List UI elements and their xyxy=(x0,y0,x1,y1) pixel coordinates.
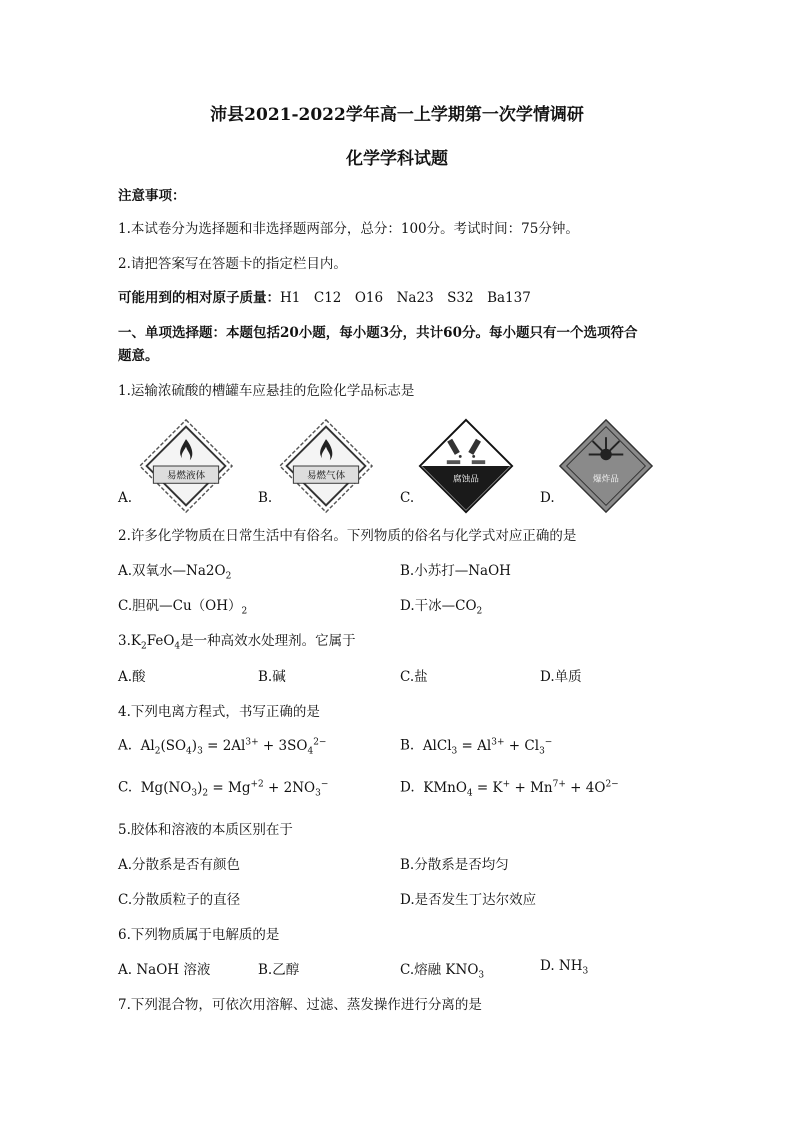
q5-option-b: B.分散系是否均匀 xyxy=(400,857,509,873)
q6-option-b: B.乙醇 xyxy=(258,962,300,978)
exam-subtitle: 化学学科试题 xyxy=(346,149,448,169)
q5-stem: 5.胶体和溶液的本质区别在于 xyxy=(118,822,293,838)
q1-option-d: D. xyxy=(540,490,555,506)
q2-option-b: B.小苏打—NaOH xyxy=(400,563,511,579)
notes-heading: 注意事项： xyxy=(118,188,186,204)
q3-stem: $3.K_2FeO_4$是一种高效水处理剂。它属于 xyxy=(118,633,356,652)
q5-option-d: D.是否发生丁达尔效应 xyxy=(400,892,537,908)
sign-c-label: 腐蚀品 xyxy=(453,474,479,485)
q4-stem: 4.下列电离方程式，书写正确的是 xyxy=(118,704,320,720)
q6-option-a: A. NaOH 溶液 xyxy=(118,962,211,978)
section-1-heading: 一、单项选择题：本题包括20小题，每小题3分，共计60分。每小题只有一个选项符合 xyxy=(118,325,638,341)
atomic-mass-line xyxy=(118,286,531,306)
exam-title: 沛县2021-2022学年高一上学期第一次学情调研 xyxy=(210,105,584,125)
q5-option-c: C.分散质粒子的直径 xyxy=(118,892,241,908)
q2-option-c: C.胆矾$—Cu(OH)_2$ xyxy=(118,598,248,617)
q3-option-d: D.单质 xyxy=(540,669,582,685)
q1-sign-b-flammable-gas xyxy=(278,418,374,514)
q1-sign-c-corrosive xyxy=(418,418,514,514)
q3-option-b: B.碱 xyxy=(258,669,286,685)
q1-option-c: C. xyxy=(400,490,415,506)
q4-option-a: A. $Al_2(SO_4)_3 = 2Al^{3+} + 3SO_4^{2-}$ xyxy=(118,737,327,757)
q5-option-a: A.分散系是否有颜色 xyxy=(118,857,241,873)
notes-item-1: 1.本试卷分为选择题和非选择题两部分，总分：100分。考试时间：75分钟。 xyxy=(118,221,579,237)
q4-option-c: C. $Mg(NO_3)_2 = Mg^{+2} + 2NO_3^-$ xyxy=(118,779,329,799)
section-1-heading-cont: 题意。 xyxy=(118,348,159,364)
sign-d-label: 爆炸品 xyxy=(593,474,619,485)
atomic-mass-values: H1 C12 O16 Na23 S32 Ba137 xyxy=(280,290,531,306)
q2-stem: 2.许多化学物质在日常生活中有俗名。下列物质的俗名与化学式对应正确的是 xyxy=(118,528,577,544)
q4-option-d: D. KMnO$_4$ = $K^+ + Mn^{7+} + 4O^{2-}$ xyxy=(400,779,619,799)
q1-stem: 1.运输浓硫酸的槽罐车应悬挂的危险化学品标志是 xyxy=(118,383,415,399)
sign-b-label: 易燃气体 xyxy=(306,470,346,482)
q2-option-d: D.干冰$—CO_2$ xyxy=(400,598,483,617)
q2-option-a: A.双氧水$—Na2O_2$ xyxy=(118,563,232,582)
q7-stem: 7.下列混合物，可依次用溶解、过滤、蒸发操作进行分离的是 xyxy=(118,997,482,1013)
q6-option-d: D. $NH_3$ xyxy=(540,958,589,977)
sign-a-label: 易燃液体 xyxy=(166,470,206,482)
q4-option-b: B. AlCl$_3$ = $Al^{3+} + Cl_3^-$ xyxy=(400,737,553,757)
q1-option-b: B. xyxy=(258,490,273,506)
q1-sign-d-explosive xyxy=(558,418,654,514)
q6-option-c: C.熔融 $KNO_3$ xyxy=(400,962,485,981)
notes-item-2: 2.请把答案写在答题卡的指定栏目内。 xyxy=(118,256,347,272)
q1-option-a: A. xyxy=(118,490,133,506)
q6-stem: 6.下列物质属于电解质的是 xyxy=(118,927,280,943)
q3-option-c: C.盐 xyxy=(400,669,428,685)
q1-sign-a-flammable-liquid xyxy=(138,418,234,514)
atomic-mass-label: 可能用到的相对原子质量： xyxy=(118,290,280,306)
q3-option-a: A.酸 xyxy=(118,669,146,685)
